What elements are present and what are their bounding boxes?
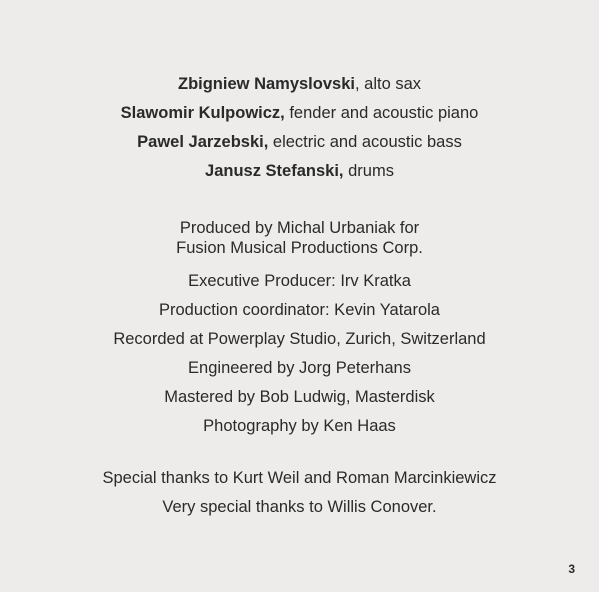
musician-credits	[0, 70, 599, 186]
musician-instrument: fender and acoustic piano	[284, 104, 479, 122]
musician-instrument: , alto sax	[354, 75, 422, 93]
musician-line	[0, 99, 599, 128]
musician-name: Janusz Stefanski,	[205, 162, 344, 180]
credit-line: Executive Producer: Irv Kratka	[188, 272, 411, 290]
musician-line	[0, 157, 599, 186]
production-credits	[0, 218, 599, 441]
credit-line: Engineered by Jorg Peterhans	[188, 359, 411, 377]
musician-instrument: drums	[343, 162, 394, 180]
thanks-line: Special thanks to Kurt Weil and Roman Marcinkiewicz	[102, 469, 497, 487]
musician-instrument: electric and acoustic bass	[268, 133, 462, 151]
credit-line: Produced by Michal Urbaniak for	[179, 219, 420, 237]
musician-line	[0, 70, 599, 99]
credit-line: Photography by Ken Haas	[203, 417, 396, 435]
musician-line	[0, 128, 599, 157]
acknowledgements	[0, 464, 599, 522]
credit-line: Recorded at Powerplay Studio, Zurich, Switzerland	[113, 330, 486, 348]
musician-name: Slawomir Kulpowicz,	[120, 104, 285, 122]
musician-name: Zbigniew Namyslovski	[177, 75, 355, 93]
musician-name: Pawel Jarzebski,	[137, 133, 269, 151]
thanks-line: Very special thanks to Willis Conover.	[162, 498, 437, 516]
credit-line: Production coordinator: Kevin Yatarola	[159, 301, 440, 319]
credit-line: Mastered by Bob Ludwig, Masterdisk	[164, 388, 435, 406]
credit-line: Fusion Musical Productions Corp.	[176, 239, 423, 257]
page-number: 3	[568, 562, 575, 576]
